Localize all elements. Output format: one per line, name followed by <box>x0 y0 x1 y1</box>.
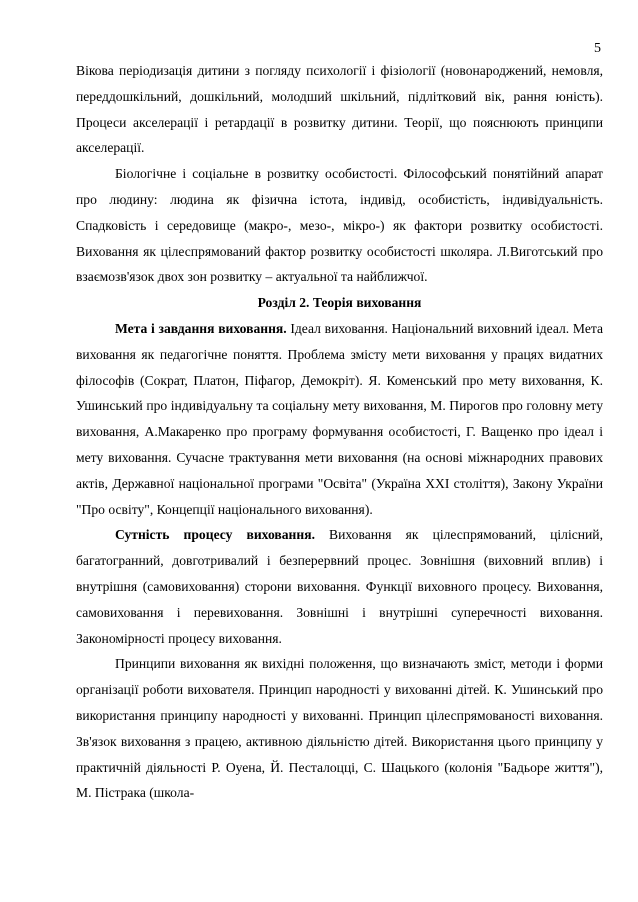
paragraph-essence-of-process <box>76 522 603 651</box>
paragraph-principles <box>76 651 603 806</box>
paragraph-text: Вікова періодизація дитини з погляду психології і фізіології (новонароджений, немовля, переддошкільний, дошкільний, молодший шкільний, підлітковий вік, рання юність). Процеси акселерації і ретардації в розвитку дитини. Теорії, що пояснюють принципи акселерації. <box>76 63 603 156</box>
paragraph-text: Біологічне і соціальне в розвитку особистості. Філософський понятійний апарат про людину: людина як фізична істота, індивід, особистість, індивідуальність. Спадковість і середовище (макро-, мезо-, мікро-) як фактори розвитку особистості. Виховання як цілеспрямований фактор розвитку особистості школяра. Л.Виготський про взаємозв'язок двох зон розвитку – актуальної та найближчої. <box>76 166 603 285</box>
section-heading: Розділ 2. Теорія виховання <box>257 295 422 311</box>
paragraph-lead-phrase: Сутність процесу виховання. <box>115 527 315 543</box>
paragraph-text: Ідеал виховання. Національний виховний ідеал. Мета виховання як педагогічне поняття. Проблема змісту мети виховання у працях видатних філософів (Сократ, Платон, Піфагор, Демокріт). Я. Коменський про мету виховання, К. Ушинський про індивідуальну та соціальну мету виховання, М. Пирогов про головну мету виховання, А.Макаренко про програму формування особистості, Г. Ващенко про ідеал і мету виховання. Сучасне трактування мети виховання (на основі міжнародних правових актів, Державної національної програми "Освіта" (Україна XXI століття), Закону України "Про освіту", Концепції національного виховання). <box>76 320 603 517</box>
page-content <box>76 58 603 806</box>
page-number: 5 <box>594 41 601 56</box>
paragraph-text: Принципи виховання як вихідні положення, що визначають зміст, методи і форми організації роботи вихователя. Принцип народності у вихованні дітей. К. Ушинський про використання принципу народності у вихованні. Принцип цілеспрямованості виховання. Зв'язок виховання з працею, активною діяльністю дітей. Використання цього принципу у практичній діяльності Р. Оуена, Й. Песталоцці, С. Шацького (колонія "Бадьоре життя"), М. Пістрака (школа- <box>76 656 603 801</box>
paragraph-age-periodization <box>76 58 603 161</box>
paragraph-lead-phrase: Мета і завдання виховання. <box>115 320 287 336</box>
paragraph-goals-of-upbringing <box>76 316 603 522</box>
paragraph-text: Виховання як цілеспрямований, цілісний, багатогранний, довготривалий і безперервний процес. Зовнішня (виховний вплив) і внутрішня (самовиховання) сторони виховання. Функції виховного процесу. Виховання, самовиховання і перевиховання. Зовнішні і внутрішні суперечності виховання. Закономірності процесу виховання. <box>76 527 603 646</box>
paragraph-biological-social <box>76 161 603 290</box>
